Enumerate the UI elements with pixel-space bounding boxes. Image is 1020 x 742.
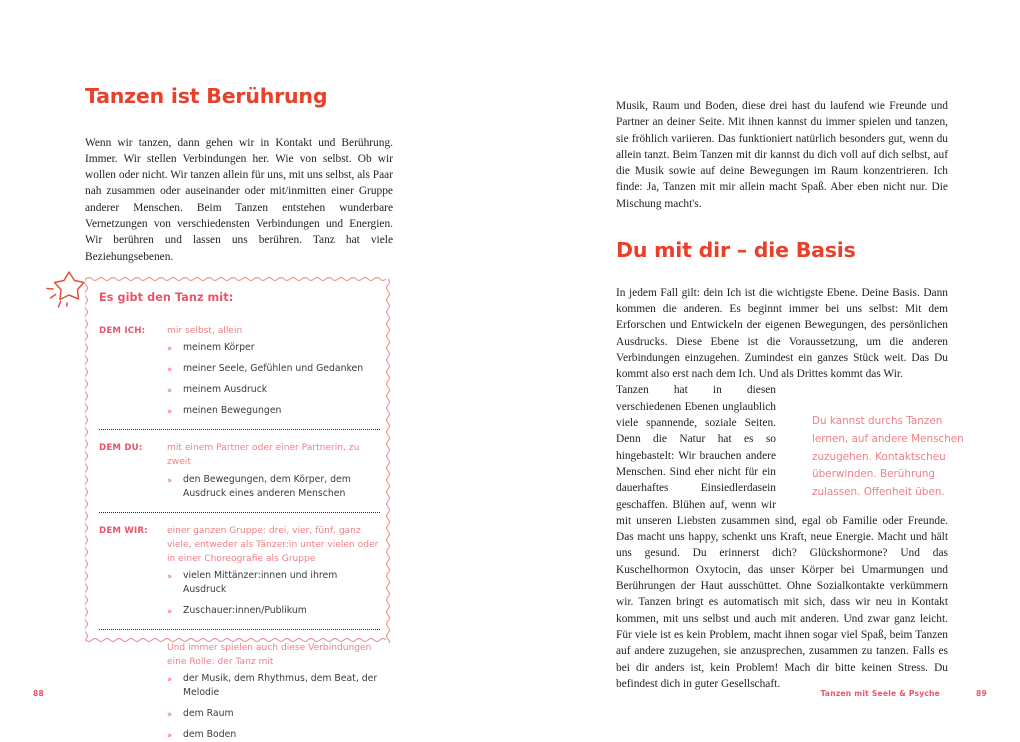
- bullet-icon: »: [167, 729, 173, 740]
- list-item-label: dem Raum: [183, 707, 234, 719]
- group-lead: mir selbst, allein: [167, 326, 243, 336]
- book-title-footer: Tanzen mit Seele & Psyche: [820, 689, 941, 698]
- group-label: DEM ICH:: [99, 326, 146, 336]
- bullet-icon: »: [167, 364, 173, 375]
- star-icon: [43, 263, 91, 315]
- section-title: Du mit dir – die Basis: [616, 238, 856, 263]
- list-item-label: meinen Bewegungen: [183, 405, 282, 417]
- bullet-icon: »: [167, 571, 173, 582]
- list-item-label: meinem Körper: [183, 342, 255, 354]
- bullet-icon: »: [167, 708, 173, 719]
- info-box-content: [99, 291, 380, 740]
- right-column: [616, 98, 948, 692]
- group-label: DEM DU:: [99, 443, 143, 454]
- group-dem-ich: [99, 324, 380, 418]
- list-item: [167, 404, 380, 418]
- list-item: [167, 672, 380, 700]
- page-number-right: 89: [976, 689, 987, 698]
- divider: [99, 512, 380, 513]
- bullet-icon: »: [167, 673, 173, 684]
- bullet-icon: »: [167, 606, 173, 617]
- group-item-list: [99, 672, 380, 742]
- list-item: [167, 707, 380, 721]
- list-item-label: meiner Seele, Gefühlen und Gedanken: [183, 363, 364, 375]
- divider: [99, 629, 380, 630]
- info-box: [85, 275, 392, 740]
- list-item: [167, 569, 380, 597]
- bullet-icon: »: [167, 343, 173, 354]
- group-item-list: [99, 341, 380, 418]
- list-item: [167, 383, 380, 397]
- divider: [99, 429, 380, 430]
- left-column: [85, 84, 393, 265]
- right-intro-paragraph: Musik, Raum und Boden, diese drei hast du laufend wie Freunde und Partner an deiner Seite. Mit ihnen kannst du immer spielen und tanzen, sie fröhlich variieren. Das funktioniert natürlich besonders gut, wenn du allein tanzt. Beim Tanzen mit dir kannst du dich voll auf dich selbst, auf die Musik sowie auf deine Bewegungen im Raum konzentrieren. Ich finde: Ja, Tanzen mit mir allein macht Spaß. Aber eben nicht nur. Die Mischung macht's.: [616, 100, 948, 210]
- list-item: [167, 341, 380, 355]
- group-always: [99, 641, 380, 741]
- group-item-list: [99, 569, 380, 618]
- list-item: [167, 604, 380, 618]
- group-lead: einer ganzen Gruppe: drei, vier, fünf, ganz viele, entweder als Tänzer:in unter vielen oder in einer Choreografie als Gruppe: [167, 525, 379, 565]
- group-dem-wir: [99, 524, 380, 619]
- group-item-list: [99, 473, 380, 501]
- list-item-label: Zuschauer:innen/Publikum: [183, 605, 307, 617]
- right-paragraph-2-text: Tanzen hat in diesen verschiedenen Ebenen unglaublich viele spannende, soziale Seiten. Denn die Natur hat es so hingebastelt: Wir brauchen andere Menschen. Sind eher nicht für ein dauerhaftes Einsiedlerdasein geschaffen. Blühen auf, wenn wir mit unseren Liebsten zusammen sind, egal ob Familie oder Freunde. Das macht uns happy, schenkt uns Kraft, neue Energie. Macht und hält uns gesund. Du erinnerst dich? Glückshormone? Und das Kuschelhormon Oxytocin, das unser Körper bei Umarmungen und Berührungen der Haut ausschüttet. Ohne Sozialkontakte verkümmern wir. Tanzen bringt es automatisch mit sich, dass wir neu in Kontakt kommen, mit uns selbst und auch mit anderen. Und zwar ganz leicht. Für viele ist es kein Problem, macht ihnen sogar viel Spaß, beim Tanzen auf andere zuzugehen, sie anzusprechen, zusammen zu tanzen. Falls es bei dir anders ist, kein Problem! Mach dir bitte keinen Stress. Du befindest dich in guter Gesellschaft.: [616, 384, 948, 690]
- list-item-label: dem Boden: [183, 728, 237, 740]
- list-item: [167, 473, 380, 501]
- left-intro-paragraph: Wenn wir tanzen, dann gehen wir in Kontakt und Berührung. Immer. Wir stellen Verbindungen her. Wie von selbst. Ob wir wollen oder nicht. Wir tanzen allein für uns, mit uns selbst, als Paar nah zusammen oder auseinander oder mit/inmitten einer Gruppe anderer Menschen. Beim Tanzen entstehen wunderbare Vernetzungen von verschiedensten Verbindungen und Energien. Wir berühren und lassen uns berühren. Tanz hat viele Beziehungsebenen.: [85, 136, 393, 263]
- list-item-label: der Musik, dem Rhythmus, dem Beat, der Melodie: [183, 672, 378, 698]
- group-lead: Und immer spielen auch diese Verbindungen eine Rolle: der Tanz mit: [167, 643, 372, 668]
- bullet-icon: »: [167, 406, 173, 417]
- group-dem-du: [99, 441, 380, 500]
- group-lead: mit einem Partner oder einer Partnerin, zu zweit: [167, 443, 360, 468]
- right-paragraph-1: In jedem Fall gilt: dein Ich ist die wichtigste Ebene. Deine Basis. Dann kommen die anderen. Es beginnt immer bei uns selbst: Mit dem Erforschen und Entwickeln der eigenen Bewegungen, des persönlichen Ausdrucks. Diese Ebene ist die Voraussetzung, um die anderen Verbindungen einzugehen. Zumindest ein ganzes Stück weit. Das Du kommt also erst nach dem Ich. Und als Drittes kommt das Wir.: [616, 286, 948, 381]
- list-item: [167, 728, 380, 742]
- page-title: Tanzen ist Berührung: [85, 84, 328, 108]
- group-label: DEM WIR:: [99, 525, 148, 536]
- list-item-label: vielen Mittänzer:innen und ihrem Ausdruck: [183, 570, 338, 596]
- info-box-title: Es gibt den Tanz mit:: [99, 291, 234, 304]
- bullet-icon: »: [167, 474, 173, 485]
- pull-quote: Du kannst durchs Tanzen lernen, auf andere Menschen zuzugehen. Kontaktscheu überwinden. Berührung zulassen. Offenheit üben.: [812, 415, 964, 499]
- page-number-left: 88: [33, 689, 44, 698]
- footer-right: [820, 689, 987, 698]
- list-item: [167, 362, 380, 376]
- list-item-label: meinem Ausdruck: [183, 384, 268, 396]
- list-item-label: den Bewegungen, dem Körper, dem Ausdruck eines anderen Menschen: [183, 473, 351, 499]
- bullet-icon: »: [167, 385, 173, 396]
